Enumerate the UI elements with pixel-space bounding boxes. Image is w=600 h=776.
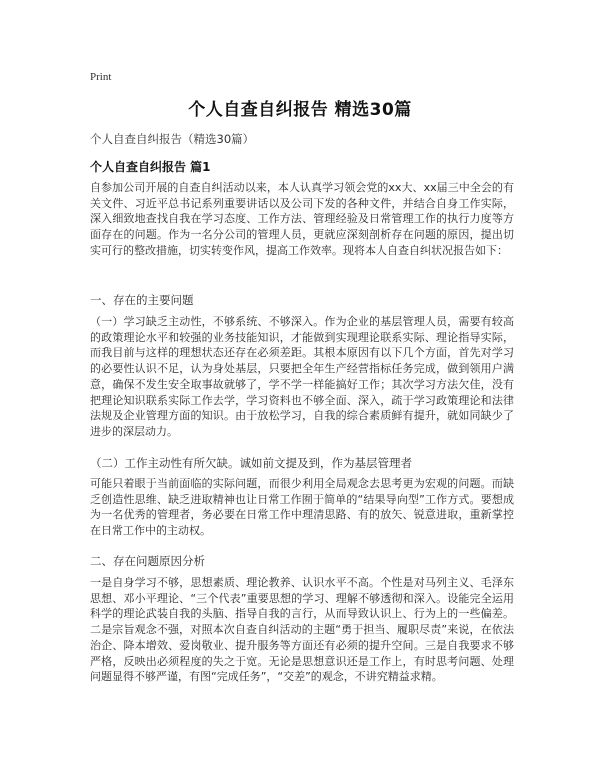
heading-main-problems: 一、存在的主要问题	[90, 293, 194, 307]
paragraph-cause-analysis: 一是自身学习不够，思想素质、理论教养、认识水平不高。个性是对马列主义、毛泽东思想、邓小平理论、“三个代表”重要思想的学习、理解不够透彻和深入。设能完全运用科学的理论武装自我的头脑、指导自我的言行，从而导致认识上、行为上的一些偏差。二是宗旨观念不强，对照本次自查自纠活动的主题“勇于担当、履职尽责”来说，在依法治企、降本增效、爱岗敬业、提升服务等方面还有必须的提升空间。三是自我要求不够严格，反映出必须程度的失之于宽。无论是思想意识还是工作上，有时思考问题、处理问题显得不够严谨，有图“完成任务”，“交差”的观念，不讲究精益求精。	[90, 576, 514, 684]
intro-paragraph: 自参加公司开展的自查自纠活动以来，本人认真学习领会党的xx大、xx届三中全会的有关文件、习近平总书记系列重要讲话以及公司下发的各种文件，并结合自身工作实际，深入细致地查找自我在学习态度、工作方法、管理经验及日常管理工作的执行力度等方面存在的问题。作为一名分公司的管理人员，更就应深刻剖析存在问题的原因，提出切实可行的整改措施，切实转变作风，提高工作效率。现将本人自查自纠状况报告如下：	[90, 181, 514, 257]
section-heading: 个人自查自纠报告 篇1	[90, 160, 211, 174]
document-title: 个人自查自纠报告 精选30篇	[188, 100, 412, 120]
heading-cause-analysis: 二、存在问题原因分析	[90, 554, 205, 568]
paragraph-learning: （一）学习缺乏主动性，不够系统、不够深入。作为企业的基层管理人员，需要有较高的政策理论水平和较强的业务技能知识，才能做到实现理论联系实际、理论指导实际，而我目前与这样的理想状态还存在必须差距。其根本原因有以下几个方面，首先对学习的必要性认识不足，认为身处基层，只要把全年生产经营指标任务完成，做到领用户满意，确保不发生安全取事故就够了，学不学一样能搞好工作；其次学习方法欠佳，没有把理论知识联系实际工作去学，学习资料也不够全面、深入，疏于学习政策理论和法律法规及企业管理方面的知识。由于放松学习，自我的综合素质鲜有提升，就如同缺少了进步的深层动力。	[90, 315, 514, 438]
paragraph-initiative: 可能只着眼于当前面临的实际问题，而很少利用全局观念去思考更为宏观的问题。而缺乏创造性思维、缺乏进取精神也让日常工作囿于简单的“结果导向型”工作方式。要想成为一名优秀的管理者，务必要在日常工作中理清思路、有的放矢、锐意进取，重新掌控在日常工作中的主动权。	[90, 477, 514, 538]
document-subtitle: 个人自查自纠报告（精选30篇）	[90, 132, 255, 146]
print-label: Print	[90, 71, 112, 83]
heading-initiative: （二）工作主动性有所欠缺。诚如前文提及到，作为基层管理者	[90, 456, 412, 470]
